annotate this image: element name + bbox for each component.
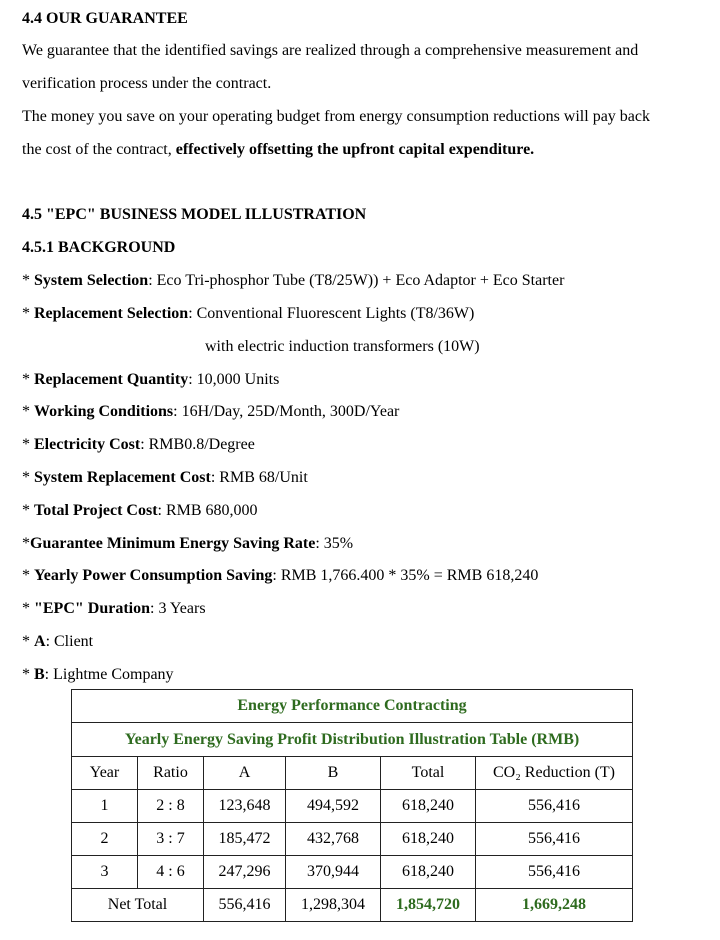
table-cell: 618,240 (381, 790, 476, 823)
background-item (22, 271, 564, 291)
net-total-label: Net Total (72, 889, 204, 922)
bullet-marker: * (22, 469, 34, 486)
item-label: Working Conditions (34, 403, 174, 420)
background-item (22, 468, 308, 488)
table-cell: 2 (72, 823, 138, 856)
table-cell: 494,592 (286, 790, 381, 823)
item-label: B (34, 666, 45, 683)
bullet-marker: * (22, 272, 34, 289)
table-title: Energy Performance Contracting (72, 690, 633, 723)
background-item (22, 534, 353, 554)
bullet-marker: * (22, 567, 34, 584)
table-cell: 618,240 (381, 856, 476, 889)
guarantee-text-line: We guarantee that the identified savings are realized through a comprehensive measurement and (22, 42, 639, 59)
column-header: Ratio (138, 757, 204, 790)
table-cell: 556,416 (476, 823, 633, 856)
item-value: : 35% (315, 535, 354, 552)
bullet-marker: * (22, 633, 34, 650)
guarantee-text-line: The money you save on your operating budget from energy consumption reductions will pay back (22, 108, 650, 125)
item-label: Electricity Cost (34, 436, 141, 453)
bullet-marker: * (22, 371, 34, 388)
bullet-marker: * (22, 436, 34, 453)
guarantee-text-line: verification process under the contract. (22, 75, 272, 92)
column-header: A (204, 757, 286, 790)
background-item (22, 304, 474, 324)
table-cell: 432,768 (286, 823, 381, 856)
guarantee-text-emphasis: effectively offsetting the upfront capital expenditure. (175, 141, 535, 158)
item-label: Replacement Selection (34, 305, 189, 322)
column-header: B (286, 757, 381, 790)
table-row (72, 790, 633, 823)
item-label: System Selection (34, 272, 149, 289)
item-value: : Conventional Fluorescent Lights (T8/36W) (188, 305, 475, 322)
table-row (72, 856, 633, 889)
bullet-marker: * (22, 535, 30, 552)
bullet-marker: * (22, 403, 34, 420)
background-item (22, 501, 258, 521)
background-item (22, 665, 174, 685)
item-value: : Client (45, 633, 94, 650)
item-label: System Replacement Cost (34, 469, 211, 486)
background-item (22, 435, 255, 455)
background-item (22, 566, 538, 586)
background-item (22, 370, 279, 390)
profit-distribution-table (71, 689, 633, 922)
table-cell: 3 : 7 (138, 823, 204, 856)
item-value: : 16H/Day, 25D/Month, 300D/Year (173, 403, 400, 420)
table-cell: 370,944 (286, 856, 381, 889)
item-value: : Lightme Company (44, 666, 174, 683)
table-cell: 556,416 (476, 856, 633, 889)
column-header: Total (381, 757, 476, 790)
table-header-row (72, 757, 633, 790)
table-cell: 1 (72, 790, 138, 823)
item-value: : 10,000 Units (188, 371, 280, 388)
item-value-continuation: with electric induction transformers (10W) (205, 338, 480, 355)
table-subtitle-row (72, 723, 633, 757)
table-title-row (72, 690, 633, 723)
net-total-b: 1,298,304 (286, 889, 381, 922)
net-total-row (72, 889, 633, 922)
item-label: Replacement Quantity (34, 371, 189, 388)
column-header: CO₂ Reduction (T) (476, 757, 633, 790)
section-heading-epc-model: 4.5 "EPC" BUSINESS MODEL ILLUSTRATION (22, 206, 367, 223)
table-cell: 123,648 (204, 790, 286, 823)
item-value: : RMB 680,000 (157, 502, 258, 519)
item-value: : Eco Tri-phosphor Tube (T8/25W)) + Eco Adaptor + Eco Starter (148, 272, 565, 289)
table-row (72, 823, 633, 856)
table-cell: 4 : 6 (138, 856, 204, 889)
table-cell: 618,240 (381, 823, 476, 856)
net-total-co2: 1,669,248 (476, 889, 633, 922)
bullet-marker: * (22, 666, 34, 683)
guarantee-text-plain: the cost of the contract, (22, 141, 176, 158)
item-label: A (34, 633, 46, 650)
table-cell: 3 (72, 856, 138, 889)
background-item (22, 599, 206, 619)
item-label: Total Project Cost (34, 502, 158, 519)
item-label: Yearly Power Consumption Saving (34, 567, 273, 584)
net-total-a: 556,416 (204, 889, 286, 922)
net-total-total: 1,854,720 (381, 889, 476, 922)
table-cell: 2 : 8 (138, 790, 204, 823)
bullet-marker: * (22, 305, 34, 322)
item-value: : 3 Years (150, 600, 206, 617)
item-label: Guarantee Minimum Energy Saving Rate (30, 535, 316, 552)
column-header: Year (72, 757, 138, 790)
table-subtitle: Yearly Energy Saving Profit Distribution Illustration Table (RMB) (72, 723, 633, 757)
bullet-marker: * (22, 502, 34, 519)
background-item (22, 632, 93, 652)
table-cell: 247,296 (204, 856, 286, 889)
item-value: : RMB 68/Unit (210, 469, 308, 486)
table-cell: 185,472 (204, 823, 286, 856)
item-value: : RMB 1,766.400 * 35% = RMB 618,240 (272, 567, 539, 584)
guarantee-text-line (22, 140, 534, 160)
item-value: : RMB0.8/Degree (140, 436, 255, 453)
background-item (22, 402, 399, 422)
item-label: "EPC" Duration (34, 600, 150, 617)
table-cell: 556,416 (476, 790, 633, 823)
subsection-heading-background: 4.5.1 BACKGROUND (22, 239, 176, 256)
section-heading-guarantee: 4.4 OUR GUARANTEE (22, 10, 188, 27)
bullet-marker: * (22, 600, 34, 617)
